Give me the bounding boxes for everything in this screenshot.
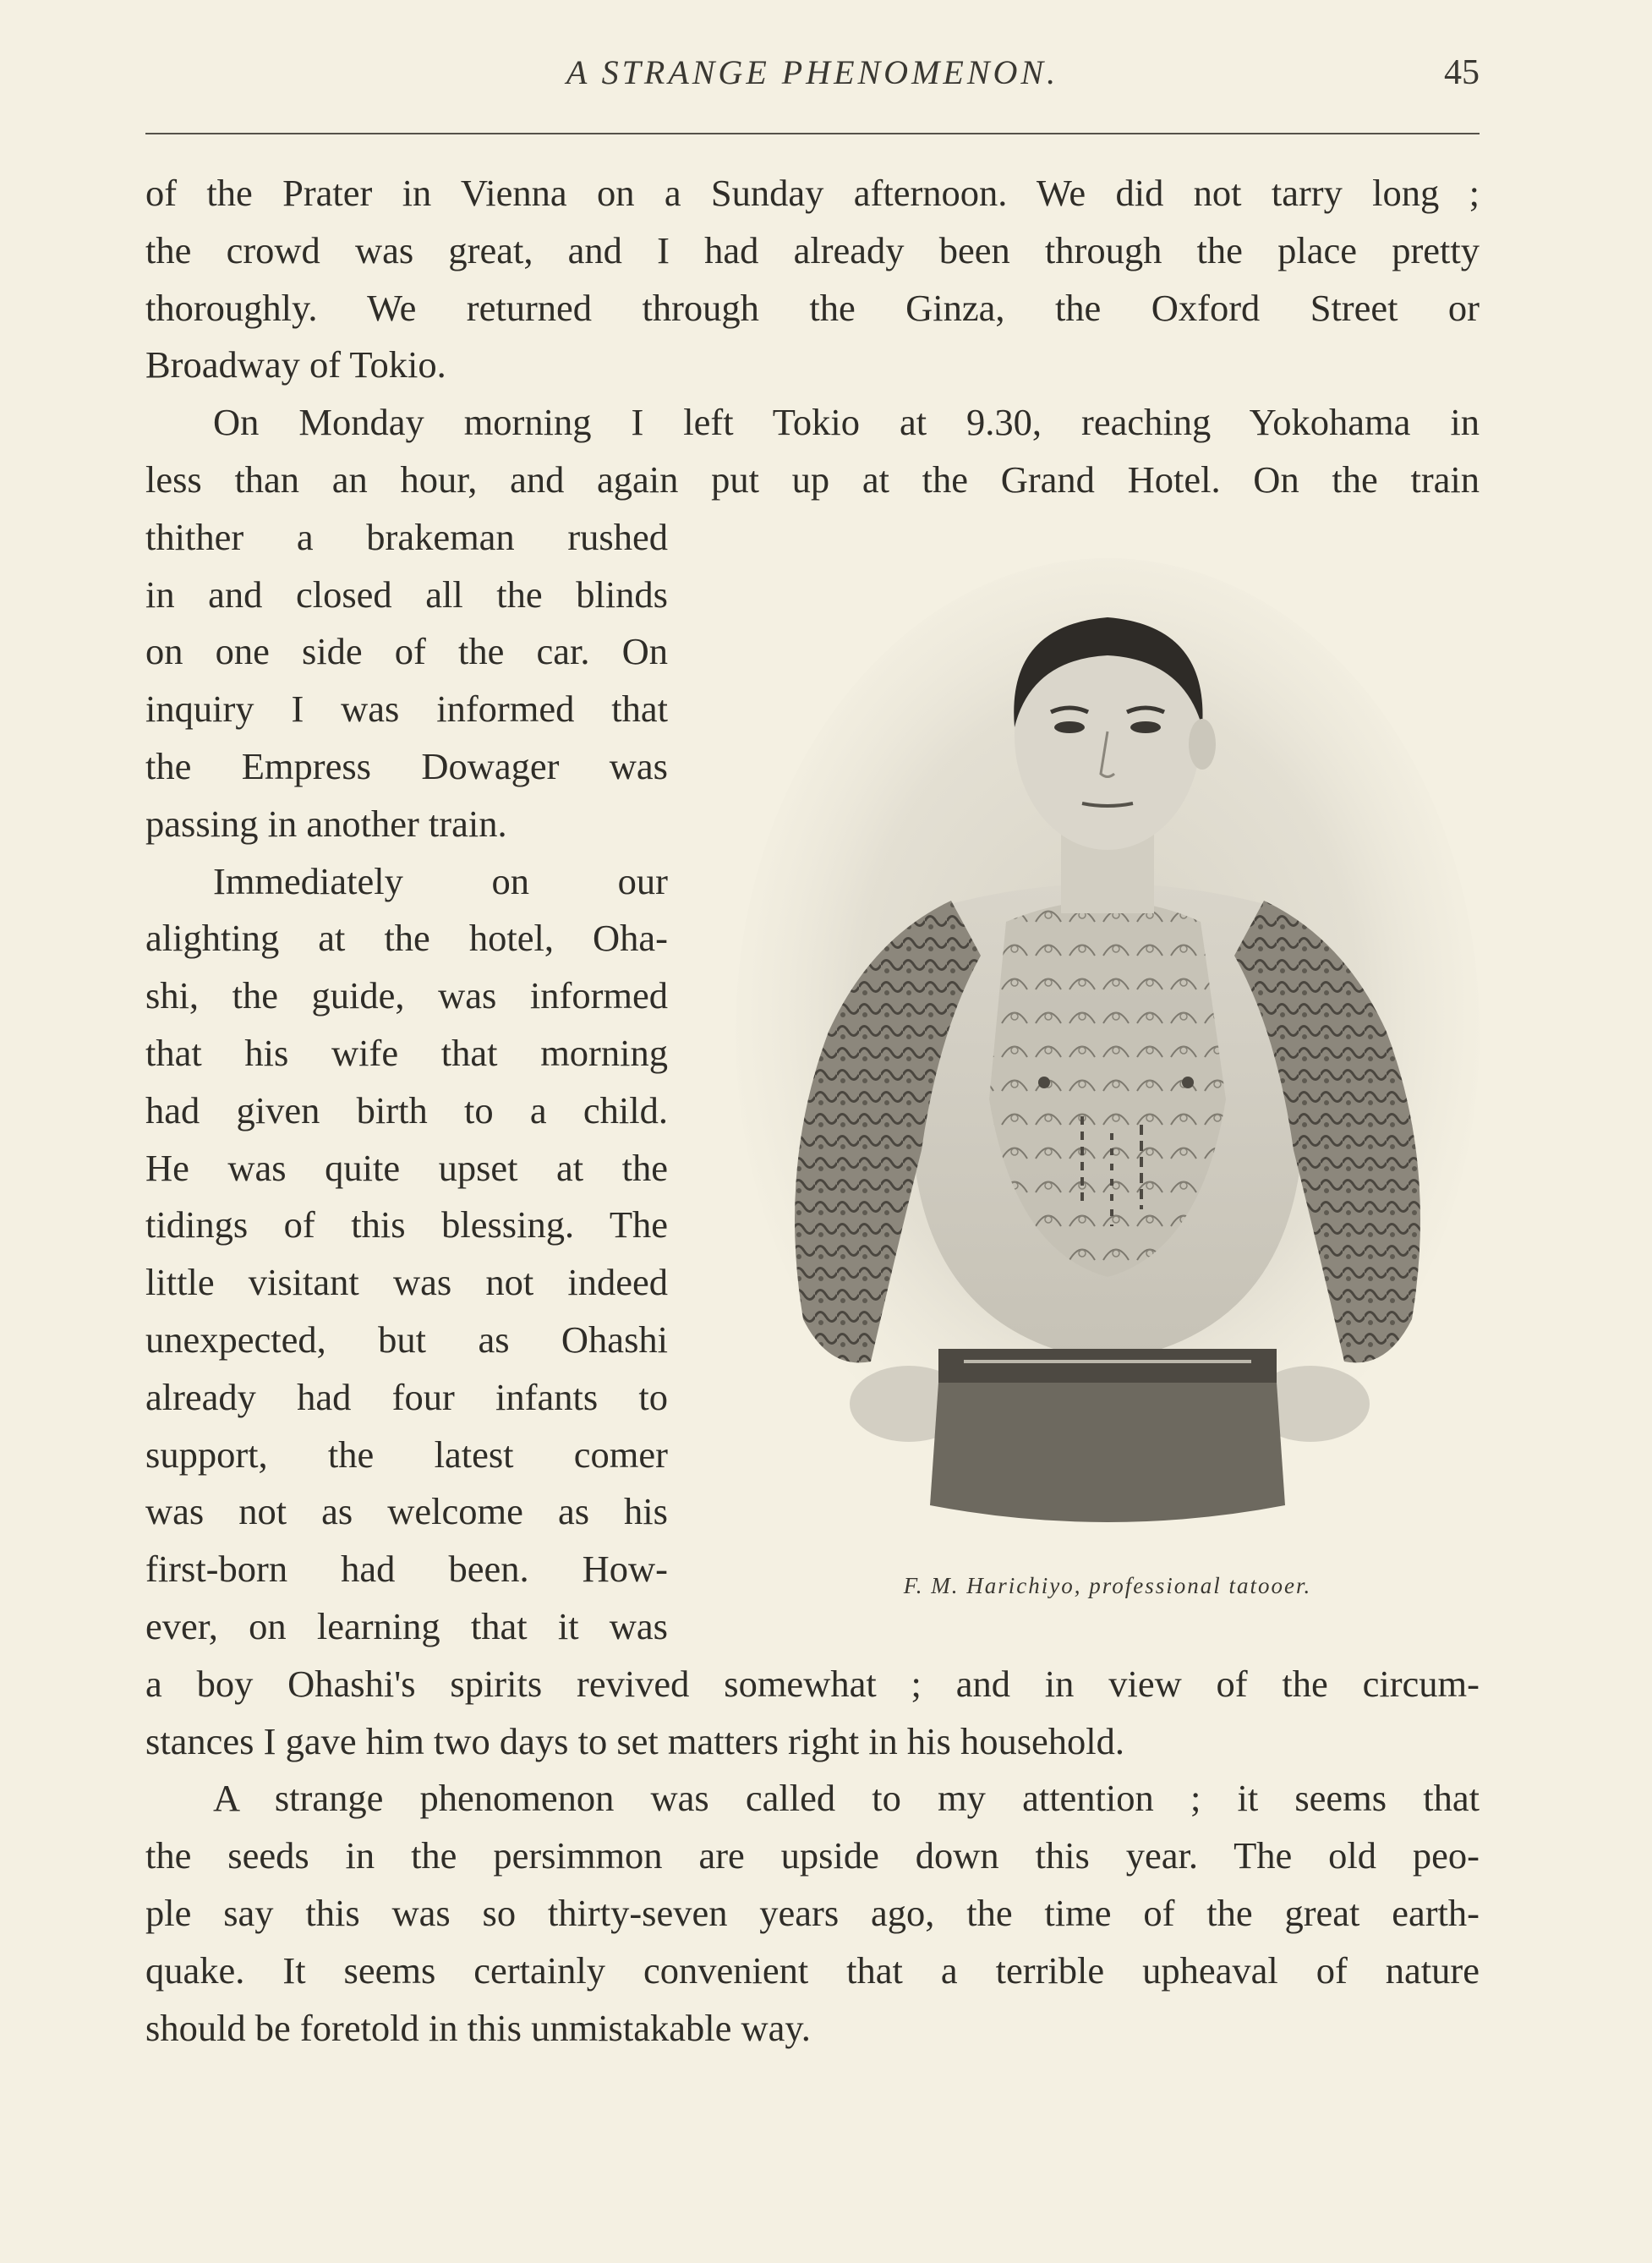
text-line: in and closed all the blinds — [145, 573, 668, 616]
text-line: the crowd was great, and I had already been through the place pretty — [145, 228, 1480, 271]
text-line: little visitant was not indeed — [145, 1261, 668, 1304]
text-line: On Monday morning I left Tokio at 9.30, reaching Yokohama in — [213, 401, 1480, 444]
text-line: A strange phenomenon was called to my attention ; it seems that — [213, 1777, 1480, 1820]
text-line: less than an hour, and again put up at the Grand Hotel. On the train — [145, 458, 1480, 501]
text-line: shi, the guide, was informed — [145, 974, 668, 1017]
text-line: Immediately on our — [213, 859, 668, 902]
text-line: alighting at the hotel, Oha- — [145, 917, 668, 960]
text-line: the Empress Dowager was — [145, 744, 668, 787]
text-line: of the Prater in Vienna on a Sunday afternoon. We did not tarry long ; — [145, 172, 1480, 214]
text-line: on one side of the car. On — [145, 630, 668, 673]
text-line: inquiry I was informed that — [145, 688, 668, 731]
text-line: was not as welcome as his — [145, 1490, 668, 1533]
text-line: support, the latest comer — [145, 1433, 668, 1476]
text-line: tidings of this blessing. The — [145, 1203, 668, 1247]
page-number: 45 — [1444, 53, 1480, 92]
running-head — [145, 52, 1480, 103]
text-line: quake. It seems certainly convenient that a terrible upheaval of nature — [145, 1948, 1480, 1992]
text-line: thoroughly. We returned through the Ginza, the Oxford Street or — [145, 286, 1480, 329]
text-line: first-born had been. How- — [145, 1548, 668, 1591]
portrait-figure — [727, 558, 1488, 1607]
text-line: already had four infants to — [145, 1375, 668, 1418]
text-line: passing in another train. — [145, 802, 507, 845]
text-line: stances I gave him two days to set matters right in his household. — [145, 1719, 1125, 1762]
text-line: unexpected, but as Ohashi — [145, 1318, 668, 1361]
text-line: ever, on learning that it was — [145, 1604, 668, 1647]
text-line: a boy Ohashi's spirits revived somewhat ; and in view of the circum- — [145, 1662, 1480, 1705]
text-line: He was quite upset at the — [145, 1146, 668, 1189]
text-line: should be foretold in this unmistakable way. — [145, 2006, 811, 2049]
text-line: had given birth to a child. — [145, 1088, 668, 1132]
text-line: the seeds in the persimmon are upside down this year. The old peo- — [145, 1834, 1480, 1877]
figure-caption: F. M. Harichiyo, professional tatooer. — [903, 1573, 1312, 1598]
running-title: A STRANGE PHENOMENON. — [566, 53, 1059, 91]
text-line: thither a brakeman rushed — [145, 515, 668, 558]
text-line: that his wife that morning — [145, 1031, 668, 1074]
text-line: Broadway of Tokio. — [145, 343, 446, 386]
tattooed-man-portrait-image — [727, 558, 1488, 1556]
header-rule — [145, 133, 1480, 134]
text-line: ple say this was so thirty-seven years ago, the time of the great earth- — [145, 1891, 1480, 1934]
